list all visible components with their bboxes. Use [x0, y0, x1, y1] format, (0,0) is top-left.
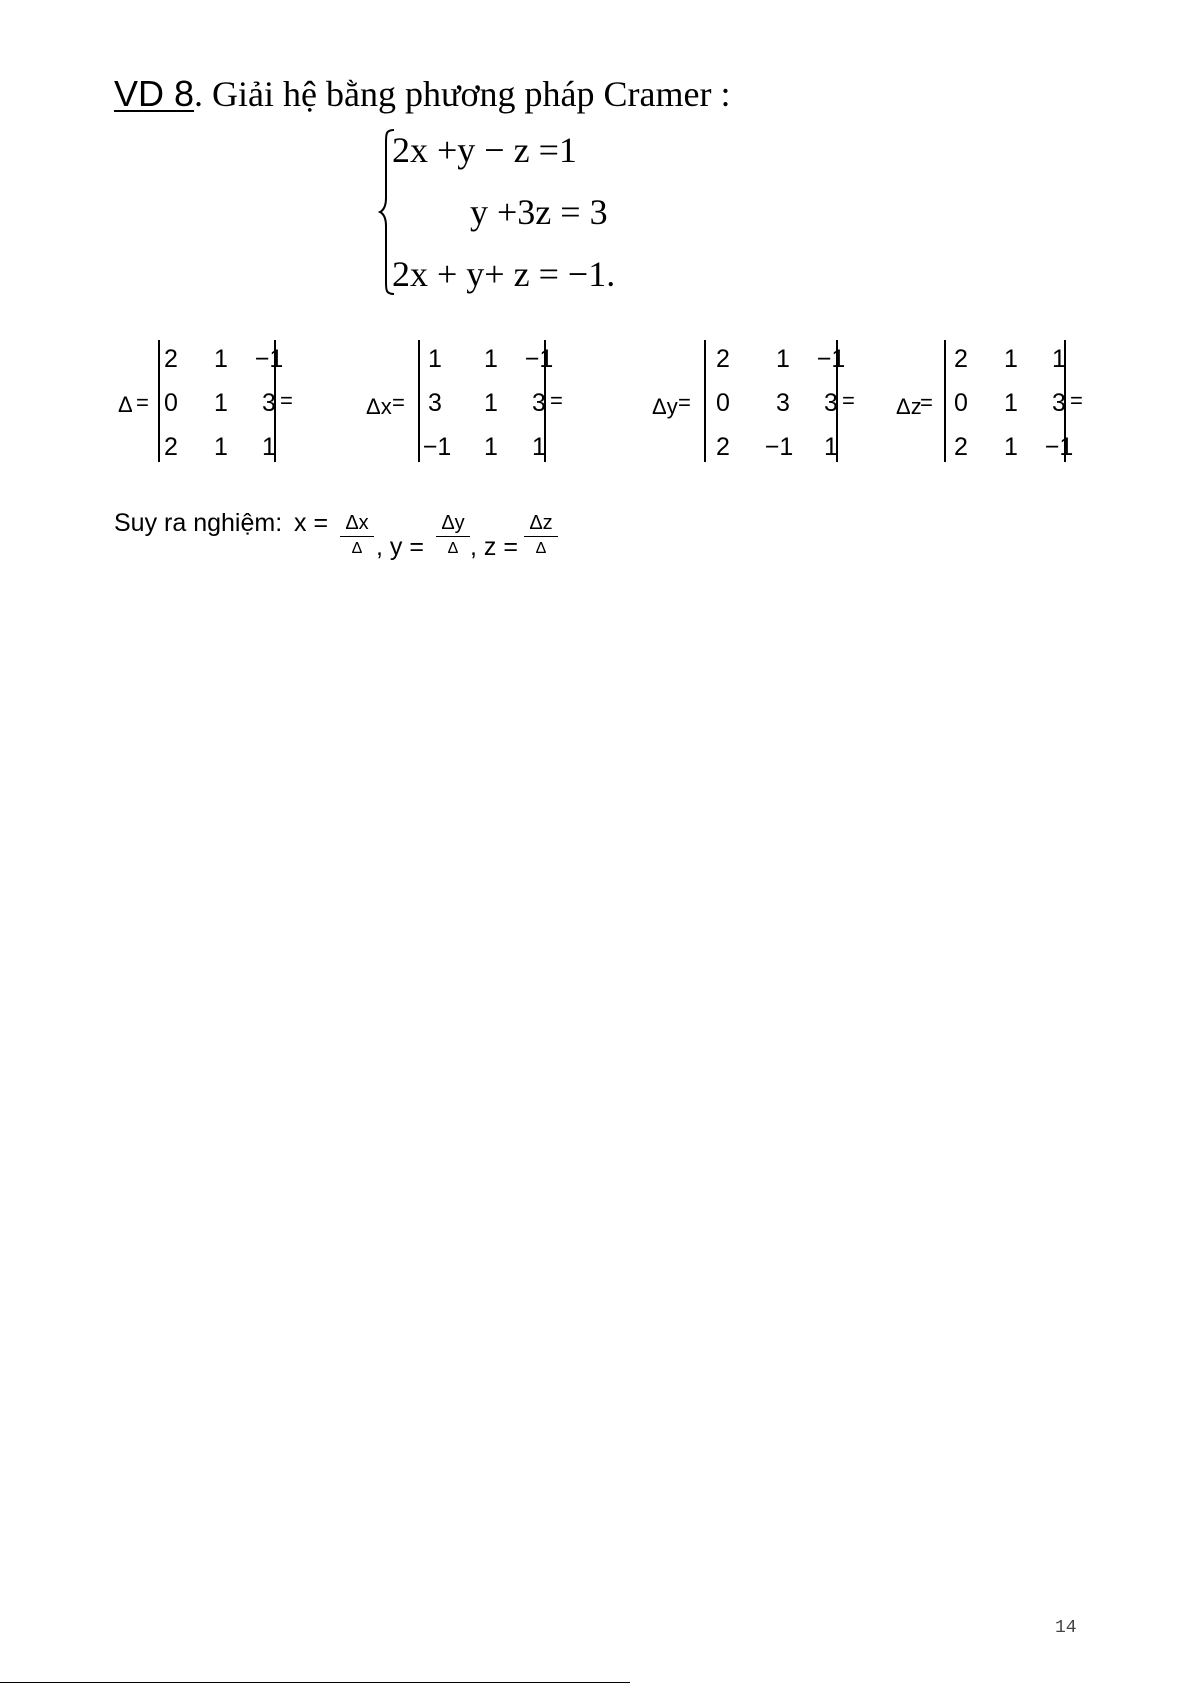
- conclusion-prefix: Suy ra nghiệm:: [114, 509, 283, 537]
- det-cell: 2: [164, 433, 178, 461]
- z-variable: , z =: [470, 533, 518, 561]
- heading-text: . Giải hệ bằng phương pháp Cramer :: [194, 74, 731, 114]
- delta-z-equals: =: [920, 390, 933, 415]
- equation-2: y +3z = 3: [470, 192, 608, 232]
- equation-system: [378, 124, 698, 294]
- det-cell: 2: [716, 433, 730, 461]
- det-cell: 1: [484, 345, 498, 373]
- det-cell: 1: [776, 345, 790, 373]
- det-right-bar: [274, 340, 276, 462]
- det-cell: 3: [532, 389, 546, 417]
- det-cell: 1: [1004, 345, 1018, 373]
- det-cell: 2: [716, 345, 730, 373]
- delta-y-equals: =: [678, 390, 691, 415]
- det-cell: 3: [824, 389, 838, 417]
- y-numerator: Δy: [441, 512, 465, 534]
- delta-label: Δ: [118, 392, 133, 417]
- fraction-line: [436, 536, 470, 537]
- delta-z-label: Δz: [896, 394, 922, 419]
- y-denominator: Δ: [447, 540, 459, 557]
- fraction-line: [524, 536, 558, 537]
- det-cell: −1: [816, 345, 846, 373]
- delta-equals: =: [136, 390, 149, 415]
- det-cell: −1: [422, 433, 452, 461]
- det-cell: −1: [524, 345, 554, 373]
- x-fraction: [340, 512, 374, 559]
- det-cell: −1: [1044, 433, 1074, 461]
- equation-3: 2x + y+ z = −1.: [392, 254, 616, 294]
- det-after-equals: =: [550, 388, 563, 413]
- det-cell: 0: [954, 389, 968, 417]
- delta-x-label: Δx: [366, 394, 392, 419]
- z-denominator: Δ: [535, 540, 547, 557]
- det-cell: 1: [1052, 345, 1066, 373]
- z-numerator: Δz: [529, 512, 553, 534]
- example-label: VD 8: [114, 73, 195, 114]
- det-cell: 2: [954, 433, 968, 461]
- det-right-bar: [544, 340, 546, 462]
- det-right-bar: [836, 340, 838, 462]
- delta-x-equals: =: [392, 390, 405, 415]
- det-cell: 3: [262, 389, 276, 417]
- det-cell: 2: [164, 345, 178, 373]
- det-cell: 1: [532, 433, 546, 461]
- equation-1: 2x +y − z =1: [392, 130, 577, 170]
- det-cell: 3: [428, 389, 442, 417]
- det-cell: 2: [954, 345, 968, 373]
- conclusion-line: [114, 508, 282, 538]
- page-heading: [114, 72, 730, 116]
- det-cell: 1: [214, 389, 228, 417]
- det-after-equals: =: [1070, 388, 1083, 413]
- det-cell: 0: [716, 389, 730, 417]
- det-right-bar: [1064, 340, 1066, 462]
- z-fraction: [524, 512, 558, 559]
- det-after-equals: =: [842, 388, 855, 413]
- det-cell: 1: [484, 433, 498, 461]
- x-denominator: Δ: [351, 540, 363, 557]
- delta-y-label: Δy: [652, 394, 678, 419]
- fraction-line: [340, 536, 374, 537]
- det-cell: 1: [428, 345, 442, 373]
- y-fraction: [436, 512, 470, 559]
- det-cell: 1: [1004, 433, 1018, 461]
- det-cell: 0: [164, 389, 178, 417]
- det-cell: −1: [764, 433, 794, 461]
- det-cell: 1: [214, 433, 228, 461]
- det-cell: 1: [824, 433, 838, 461]
- x-variable: x =: [294, 509, 329, 537]
- x-numerator: Δx: [345, 512, 369, 534]
- det-after-equals: =: [280, 388, 293, 413]
- det-cell: 1: [214, 345, 228, 373]
- det-left-bar: [704, 340, 706, 462]
- det-cell: 3: [1052, 389, 1066, 417]
- y-variable: , y =: [376, 533, 424, 561]
- det-cell: 1: [484, 389, 498, 417]
- det-cell: −1: [254, 345, 284, 373]
- det-cell: 1: [262, 433, 276, 461]
- det-cell: 3: [776, 389, 790, 417]
- page-number: 14: [1055, 1618, 1077, 1638]
- bottom-rule: [0, 1682, 630, 1683]
- det-cell: 1: [1004, 389, 1018, 417]
